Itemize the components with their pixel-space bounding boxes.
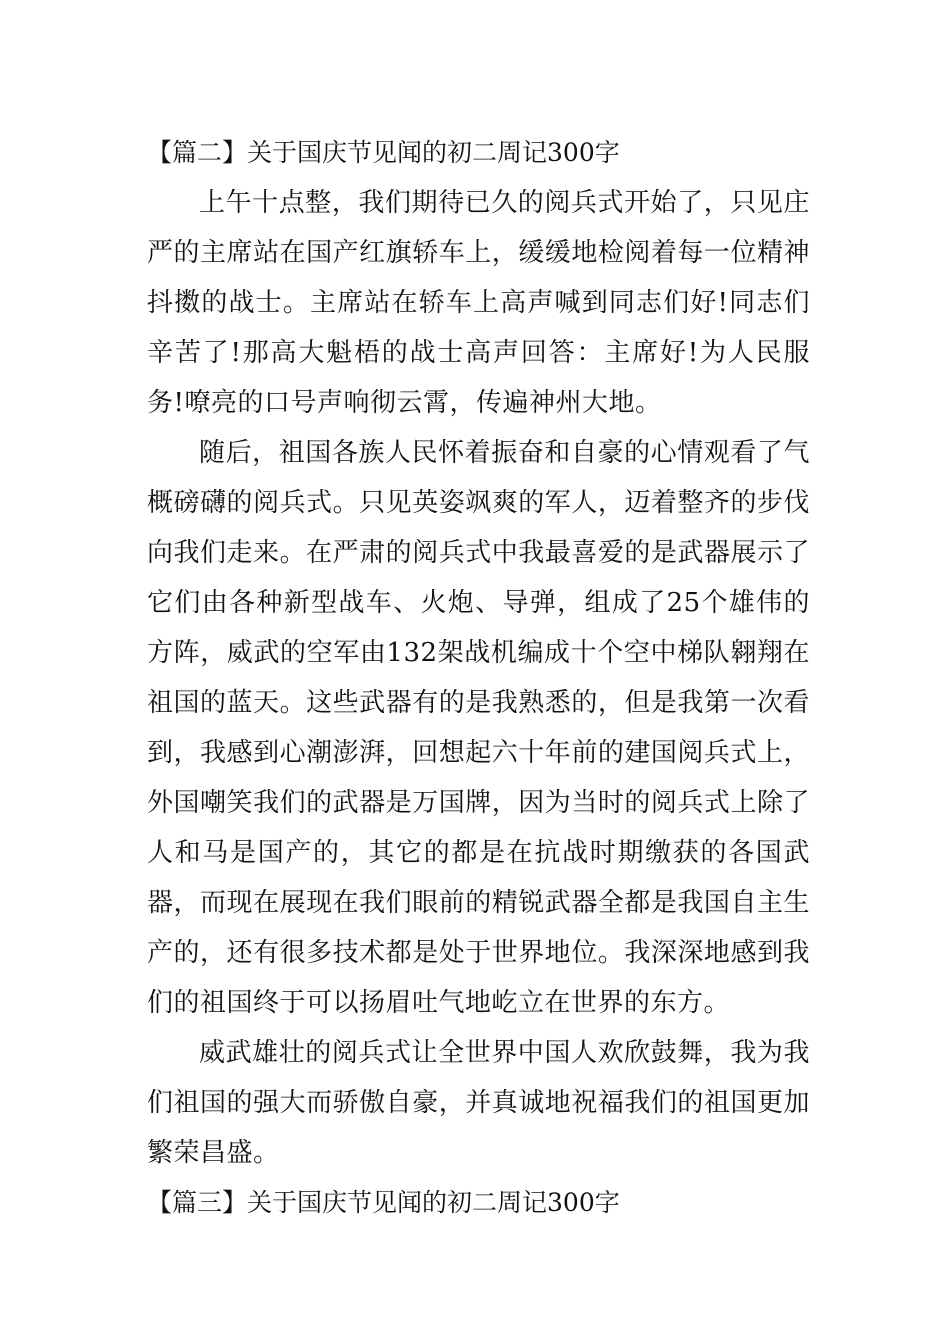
paragraph-2: 随后，祖国各族人民怀着振奋和自豪的心情观看了气概磅礴的阅兵式。只见英姿飒爽的军人，迈着整齐的步伐向我们走来。在严肃的阅兵式中我最喜爱的是武器展示了它们由各种新型战车、火炮、导弹，组成了25个雄伟的方阵，威武的空军由132架战机编成十个空中梯队翱翔在祖国的蓝天。这些武器有的是我熟悉的，但是我第一次看到，我感到心潮澎湃，回想起六十年前的建国阅兵式上，外国嘲笑我们的武器是万国牌，因为当时的阅兵式上除了人和马是国产的，其它的都是在抗战时期缴获的各国武器，而现在展现在我们眼前的精锐武器全都是我国自主生产的，还有很多技术都是处于世界地位。我深深地感到我们的祖国终于可以扬眉吐气地屹立在世界的东方。 [147,438,810,1018]
section-heading-2: 【篇二】关于国庆节见闻的初二周记300字 [147,138,620,167]
paragraph-1: 上午十点整，我们期待已久的阅兵式开始了，只见庄严的主席站在国产红旗轿车上，缓缓地检阅着每一位精神抖擞的战士。主席站在轿车上高声喊到同志们好!同志们辛苦了!那高大魁梧的战士高声回答：主席好!为人民服务!嘹亮的口号声响彻云霄，传遍神州大地。 [147,188,810,418]
paragraph-3: 威武雄壮的阅兵式让全世界中国人欢欣鼓舞，我为我们祖国的强大而骄傲自豪，并真诚地祝福我们的祖国更加繁荣昌盛。 [147,1038,810,1168]
document-page [147,128,810,1228]
section-heading-3: 【篇三】关于国庆节见闻的初二周记300字 [147,1188,620,1217]
